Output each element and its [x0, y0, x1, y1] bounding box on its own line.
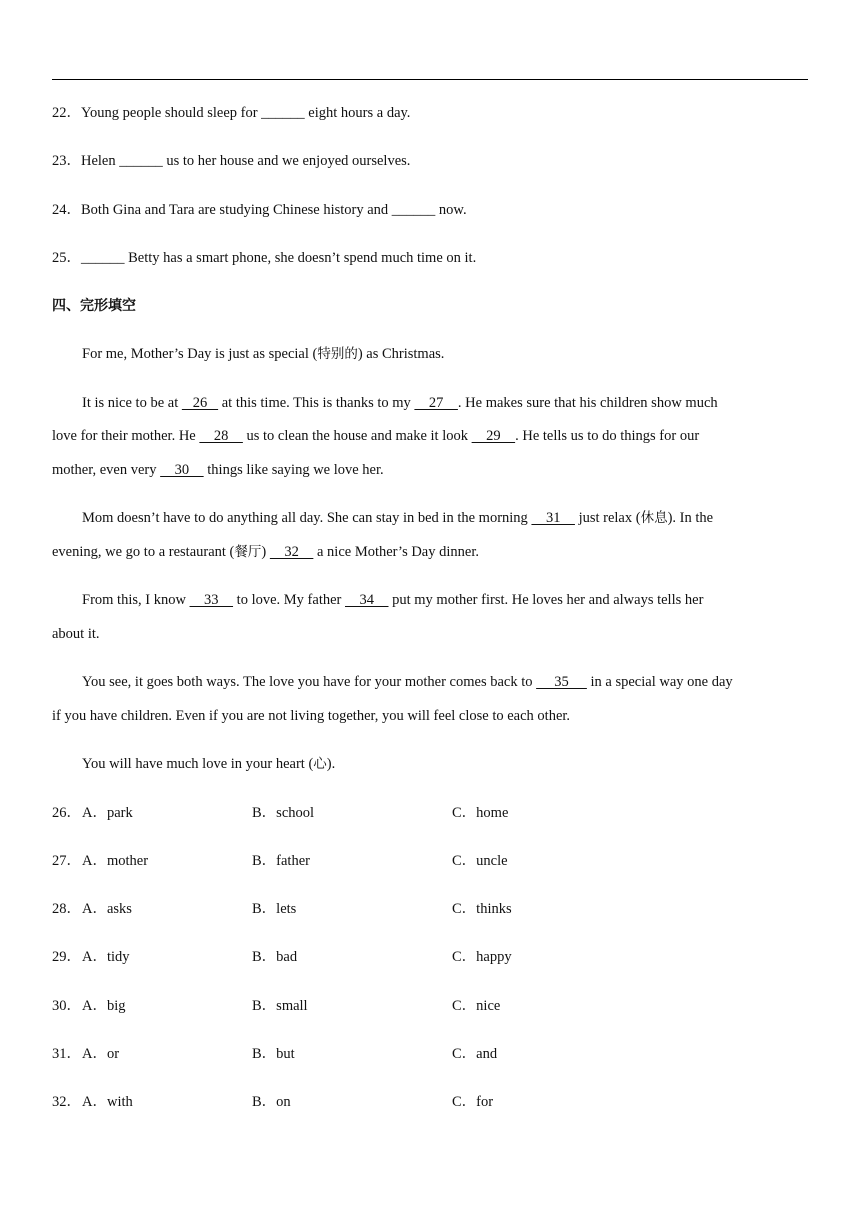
passage-text: ) — [261, 544, 270, 560]
passage-paragraph-3-line-1 — [82, 508, 713, 528]
passage-paragraph-2-line-1 — [82, 393, 718, 413]
chinese-gloss: 特别的 — [317, 346, 358, 362]
passage-text: You see, it goes both ways. The love you have for your mother comes back to — [82, 674, 537, 690]
passage-text: ). — [326, 756, 336, 772]
passage-paragraph-5-line-1 — [82, 672, 733, 692]
passage-paragraph-3-line-2 — [52, 542, 479, 562]
header-rule — [52, 79, 808, 80]
blank-30: 30 — [160, 462, 204, 478]
chinese-gloss: 餐厅 — [234, 544, 262, 560]
passage-text: . He makes sure that his children show much — [457, 395, 718, 411]
option-a: A．park — [82, 805, 133, 821]
question-text: Helen ______ us to her house and we enjoyed ourselves. — [81, 153, 411, 169]
passage-text: You will have much love in your heart ( — [82, 756, 314, 772]
option-c: C．thinks — [452, 901, 512, 917]
section-title: 四、完形填空 — [52, 298, 136, 314]
question-number: 22． — [52, 105, 81, 121]
passage-text: mother, even very — [52, 462, 161, 478]
question-23 — [52, 151, 410, 171]
option-number: 31． — [52, 1046, 81, 1062]
passage-text: love for their mother. He — [52, 428, 200, 444]
option-number: 26． — [52, 805, 81, 821]
option-b: B．father — [252, 853, 310, 869]
option-b: B．school — [252, 805, 315, 821]
option-c: C．uncle — [452, 853, 508, 869]
passage-paragraph-2-line-2 — [52, 426, 699, 446]
passage-paragraph-5-line-2: if you have children. Even if you are not living together, you will feel close to each other. — [52, 708, 571, 724]
option-b: B．bad — [252, 949, 298, 965]
passage-text: put my mother first. He loves her and always tells her — [388, 592, 704, 608]
option-c: C．for — [452, 1094, 494, 1110]
passage-text: at this time. This is thanks to my — [218, 395, 415, 411]
question-22 — [52, 103, 410, 123]
question-number: 23． — [52, 153, 81, 169]
option-c: C．happy — [452, 949, 512, 965]
option-a: A．tidy — [82, 949, 130, 965]
passage-paragraph-4-line-1 — [82, 590, 703, 610]
question-text: ______ Betty has a smart phone, she doesn’t spend much time on it. — [81, 250, 477, 266]
blank-29: 29 — [471, 428, 516, 444]
passage-text: ) as Christmas. — [357, 346, 445, 362]
option-a: A．big — [82, 998, 126, 1014]
passage-paragraph-1 — [82, 344, 444, 364]
passage-text: us to clean the house and make it look — [242, 428, 472, 444]
question-24 — [52, 200, 467, 220]
option-a: A．with — [82, 1094, 133, 1110]
option-number: 28． — [52, 901, 81, 917]
option-c: C．nice — [452, 998, 501, 1014]
passage-paragraph-6 — [82, 754, 335, 774]
passage-text: It is nice to be at — [82, 395, 182, 411]
option-b: B．on — [252, 1094, 291, 1110]
blank-33: 33 — [189, 592, 234, 608]
option-a: A．asks — [82, 901, 132, 917]
question-text: Both Gina and Tara are studying Chinese history and ______ now. — [81, 202, 467, 218]
passage-paragraph-4-line-2: about it. — [52, 626, 100, 642]
blank-32: 32 — [269, 544, 314, 560]
question-text: Young people should sleep for ______ eight hours a day. — [81, 105, 411, 121]
passage-text: For me, Mother’s Day is just as special ( — [82, 346, 318, 362]
option-a: A．mother — [82, 853, 149, 869]
passage-text: just relax ( — [574, 510, 641, 526]
chinese-gloss: 休息 — [640, 510, 668, 526]
option-number: 30． — [52, 998, 81, 1014]
blank-34: 34 — [345, 592, 389, 608]
passage-text: Mom doesn’t have to do anything all day. She can stay in bed in the morning — [82, 510, 532, 526]
option-number: 27． — [52, 853, 81, 869]
blank-27: 27 — [414, 395, 458, 411]
option-b: B．lets — [252, 901, 297, 917]
question-number: 25． — [52, 250, 81, 266]
question-number: 24． — [52, 202, 81, 218]
passage-text: in a special way one day — [586, 674, 733, 690]
passage-paragraph-2-line-3 — [52, 460, 384, 480]
option-c: C．home — [452, 805, 509, 821]
option-b: B．small — [252, 998, 308, 1014]
passage-text: From this, I know — [82, 592, 190, 608]
option-a: A．or — [82, 1046, 120, 1062]
blank-26: 26 — [181, 395, 219, 411]
blank-35: 35 — [536, 674, 587, 690]
blank-31: 31 — [531, 510, 575, 526]
passage-text: a nice Mother’s Day dinner. — [313, 544, 479, 560]
passage-text: ). In the — [667, 510, 714, 526]
passage-text: things like saying we love her. — [203, 462, 384, 478]
option-number: 29． — [52, 949, 81, 965]
blank-28: 28 — [199, 428, 243, 444]
passage-text: to love. My father — [233, 592, 345, 608]
option-number: 32． — [52, 1094, 81, 1110]
option-b: B．but — [252, 1046, 295, 1062]
chinese-gloss: 心 — [313, 756, 327, 772]
passage-text: . He tells us to do things for our — [515, 428, 700, 444]
option-c: C．and — [452, 1046, 498, 1062]
question-25 — [52, 248, 476, 268]
passage-text: evening, we go to a restaurant ( — [52, 544, 235, 560]
